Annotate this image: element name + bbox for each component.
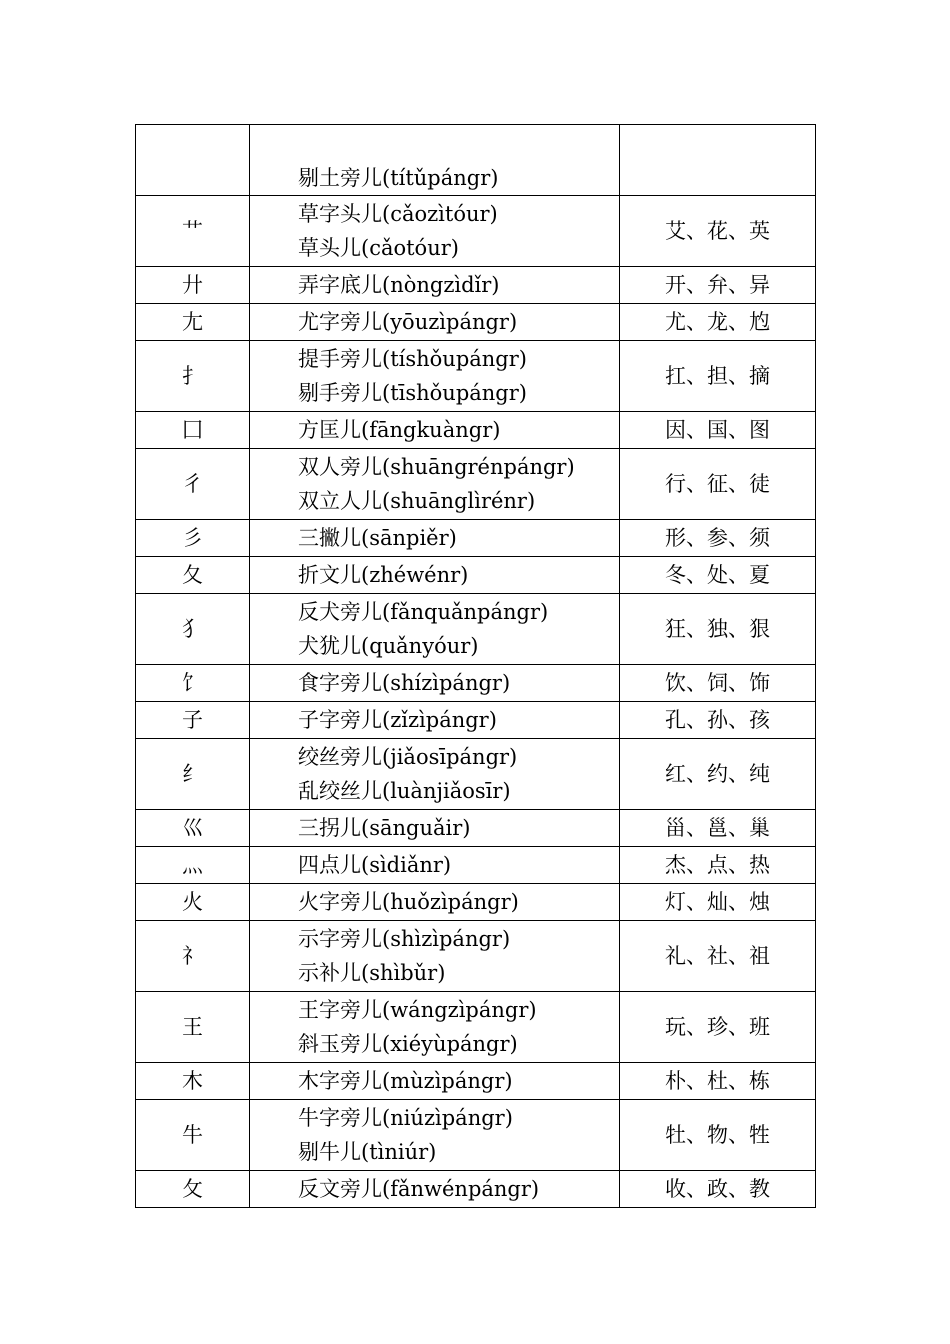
radical-name: 火字旁儿(huǒzìpángr) <box>298 890 519 914</box>
radical-name: 提手旁儿(tíshǒupángr) <box>298 347 527 371</box>
radical-name: 食字旁儿(shízìpángr) <box>298 671 511 695</box>
radical-name: 双立人儿(shuānglìrénr) <box>298 489 536 513</box>
radical-name-cell <box>250 702 620 739</box>
radical-name: 弄字底儿(nòngzìdǐr) <box>298 273 500 297</box>
radical-name: 反文旁儿(fǎnwénpángr) <box>298 1177 540 1201</box>
radical-name: 方匡儿(fāngkuàngr) <box>298 418 501 442</box>
example-characters-cell: 收、政、教 <box>620 1171 816 1208</box>
radical-name: 牛字旁儿(niúzìpángr) <box>298 1106 513 1130</box>
radical-cell: 牛 <box>136 1100 250 1171</box>
example-characters-cell: 冬、处、夏 <box>620 557 816 594</box>
example-characters-cell: 孔、孙、孩 <box>620 702 816 739</box>
radical-cell: 饣 <box>136 665 250 702</box>
radical-cell: 囗 <box>136 412 250 449</box>
radical-name: 三撇儿(sānpiěr) <box>298 526 457 550</box>
radical-cell: 纟 <box>136 739 250 810</box>
radical-cell: 扌 <box>136 341 250 412</box>
example-characters-cell: 扛、担、摘 <box>620 341 816 412</box>
table-row <box>136 196 816 267</box>
example-characters-cell: 狂、独、狠 <box>620 594 816 665</box>
table-row <box>136 992 816 1063</box>
example-characters-cell: 灯、灿、烛 <box>620 884 816 921</box>
radical-cell: 犭 <box>136 594 250 665</box>
example-characters-cell: 礼、社、祖 <box>620 921 816 992</box>
radical-name-cell <box>250 810 620 847</box>
radical-name: 犬犹儿(quǎnyóur) <box>298 634 479 658</box>
radical-name-cell <box>250 449 620 520</box>
radical-cell: 礻 <box>136 921 250 992</box>
radical-name-cell <box>250 1171 620 1208</box>
radical-name: 示补儿(shìbǔr) <box>298 961 446 985</box>
radical-name-cell <box>250 992 620 1063</box>
table-row <box>136 847 816 884</box>
radical-name-cell <box>250 125 620 196</box>
table-row <box>136 1100 816 1171</box>
radical-name-cell <box>250 557 620 594</box>
radical-cell: 尢 <box>136 304 250 341</box>
radical-cell: 彳 <box>136 449 250 520</box>
table-row <box>136 125 816 196</box>
radical-cell: 火 <box>136 884 250 921</box>
radical-name: 木字旁儿(mùzìpángr) <box>298 1069 513 1093</box>
example-characters-cell: 饮、饲、饰 <box>620 665 816 702</box>
table-row <box>136 1063 816 1100</box>
radical-name-cell <box>250 520 620 557</box>
table-row <box>136 1171 816 1208</box>
radical-name: 子字旁儿(zǐzìpángr) <box>298 708 497 732</box>
example-characters-cell: 开、弁、异 <box>620 267 816 304</box>
radical-name: 王字旁儿(wángzìpángr) <box>298 998 537 1022</box>
radical-name: 双人旁儿(shuāngrénpángr) <box>298 455 575 479</box>
radical-name-cell <box>250 267 620 304</box>
radical-cell: 巛 <box>136 810 250 847</box>
table-row <box>136 665 816 702</box>
radical-table-body <box>136 125 816 1208</box>
radical-name: 草字头儿(cǎozìtóur) <box>298 202 498 226</box>
radical-name: 折文儿(zhéwénr) <box>298 563 469 587</box>
table-row <box>136 702 816 739</box>
radical-cell <box>136 125 250 196</box>
radical-cell: 木 <box>136 1063 250 1100</box>
table-row <box>136 520 816 557</box>
radical-cell: 王 <box>136 992 250 1063</box>
radical-name-cell <box>250 594 620 665</box>
radical-name: 绞丝旁儿(jiǎosīpángr) <box>298 745 518 769</box>
radical-name-cell <box>250 341 620 412</box>
radical-name: 草头儿(cǎotóur) <box>298 236 459 260</box>
example-characters-cell <box>620 125 816 196</box>
example-characters-cell: 形、参、须 <box>620 520 816 557</box>
radical-cell: 子 <box>136 702 250 739</box>
radical-name-cell <box>250 412 620 449</box>
example-characters-cell: 朴、杜、栋 <box>620 1063 816 1100</box>
example-characters-cell: 行、征、徒 <box>620 449 816 520</box>
radical-name: 三拐儿(sānguǎir) <box>298 816 471 840</box>
radical-cell: 艹 <box>136 196 250 267</box>
radical-cell: 灬 <box>136 847 250 884</box>
radical-name: 斜玉旁儿(xiéyùpángr) <box>298 1032 518 1056</box>
radical-name-cell <box>250 921 620 992</box>
radical-cell: 攵 <box>136 1171 250 1208</box>
radical-name-cell <box>250 665 620 702</box>
table-row <box>136 921 816 992</box>
radical-name-cell <box>250 1063 620 1100</box>
radical-name: 剔牛儿(tìniúr) <box>298 1140 437 1164</box>
radical-name: 反犬旁儿(fǎnquǎnpángr) <box>298 600 549 624</box>
radical-name: 剔土旁儿(títǔpángr) <box>298 166 499 190</box>
table-row <box>136 810 816 847</box>
radical-cell: 廾 <box>136 267 250 304</box>
radical-name: 示字旁儿(shìzìpángr) <box>298 927 511 951</box>
table-row <box>136 449 816 520</box>
radical-table <box>135 124 816 1208</box>
radical-name: 乱绞丝儿(luànjiǎosīr) <box>298 779 511 803</box>
table-row <box>136 304 816 341</box>
radical-name: 剔手旁儿(tīshǒupángr) <box>298 381 527 405</box>
table-row <box>136 739 816 810</box>
example-characters-cell: 杰、点、热 <box>620 847 816 884</box>
radical-cell: 彡 <box>136 520 250 557</box>
radical-name: 尤字旁儿(yōuzìpángr) <box>298 310 518 334</box>
radical-cell: 夂 <box>136 557 250 594</box>
radical-name-cell <box>250 884 620 921</box>
example-characters-cell: 牡、物、牲 <box>620 1100 816 1171</box>
example-characters-cell: 因、国、图 <box>620 412 816 449</box>
table-row <box>136 341 816 412</box>
example-characters-cell: 艾、花、英 <box>620 196 816 267</box>
radical-name-cell <box>250 847 620 884</box>
table-row <box>136 884 816 921</box>
table-row <box>136 594 816 665</box>
radical-name-cell <box>250 196 620 267</box>
table-row <box>136 557 816 594</box>
radical-name: 四点儿(sìdiǎnr) <box>298 853 452 877</box>
table-row <box>136 267 816 304</box>
example-characters-cell: 尤、龙、尥 <box>620 304 816 341</box>
example-characters-cell: 玩、珍、班 <box>620 992 816 1063</box>
radical-name-cell <box>250 304 620 341</box>
radical-name-cell <box>250 739 620 810</box>
radical-name-cell <box>250 1100 620 1171</box>
example-characters-cell: 红、约、纯 <box>620 739 816 810</box>
table-row <box>136 412 816 449</box>
example-characters-cell: 甾、邕、巢 <box>620 810 816 847</box>
